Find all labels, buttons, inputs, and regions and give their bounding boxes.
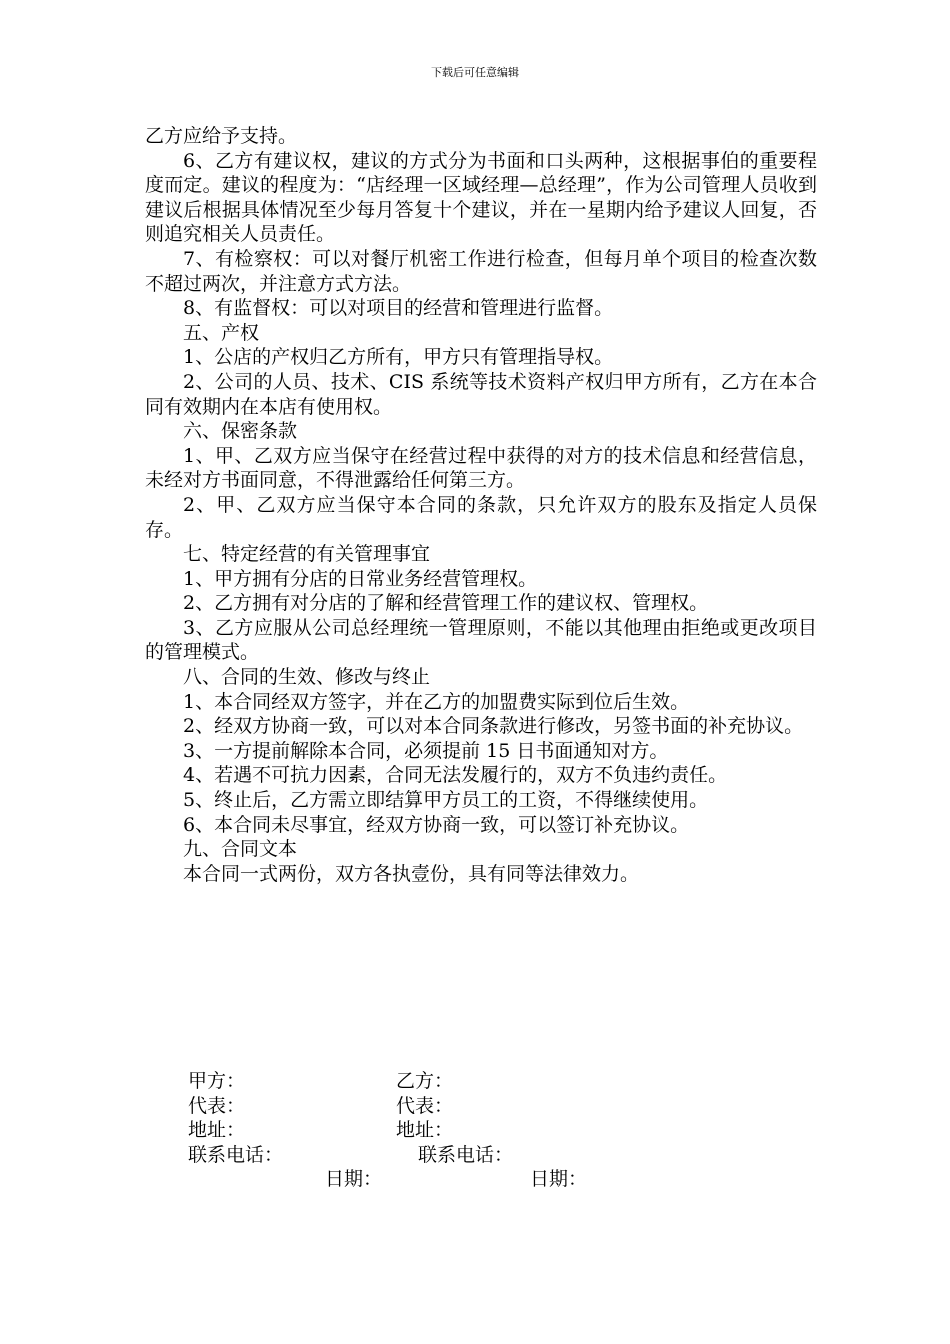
paragraph: 6、乙方有建议权，建议的方式分为书面和口头两种，这根据事伯的重要程度而定。建议的程度为：“店经理一区域经理—总经理”，作为公司管理人员收到建议后根据具体情况至少每月答复十个建议，并在一星期内给予建议人回复，否则追究相关人员责任。: [145, 149, 817, 246]
signature-row-date: [0, 1167, 950, 1192]
paragraph: 本合同一式两份，双方各执壹份，具有同等法律效力。: [183, 862, 640, 885]
paragraph: 1、甲、乙双方应当保守在经营过程中获得的对方的技术信息和经营信息，未经对方书面同意，不得泄露给任何第三方。: [145, 444, 817, 492]
paragraph: 2、公司的人员、技术、CIS 系统等技术资料产权归甲方所有，乙方在本合同有效期内在本店有使用权。: [145, 370, 817, 418]
phone-a-label: 联系电话：: [188, 1143, 284, 1166]
date-b-label: 日期：: [530, 1168, 588, 1191]
paragraph: 2、经双方协商一致，可以对本合同条款进行修改，另签书面的补充协议。: [183, 715, 804, 738]
paragraph: 2、甲、乙双方应当保守本合同的条款，只允许双方的股东及指定人员保存。: [145, 493, 817, 541]
signature-row-party: [0, 1069, 950, 1094]
signature-block: [0, 1069, 950, 1192]
paragraph: 3、一方提前解除本合同，必须提前 15 日书面通知对方。: [183, 739, 669, 762]
paragraph: 2、乙方拥有对分店的了解和经营管理工作的建议权、管理权。: [183, 592, 709, 615]
paragraph: 1、公店的产权归乙方所有，甲方只有管理指导权。: [183, 346, 614, 369]
paragraph: 乙方应给予支持。: [145, 125, 298, 147]
address-a-label: 地址：: [188, 1119, 246, 1142]
paragraph: 1、甲方拥有分店的日常业务经营管理权。: [183, 567, 538, 590]
rep-b-label: 代表：: [396, 1094, 454, 1117]
section-heading: 七、特定经营的有关管理事宜: [183, 543, 431, 566]
paragraph: 6、本合同未尽事宜，经双方协商一致，可以签订补充协议。: [183, 813, 690, 836]
signature-row-phone: [0, 1143, 950, 1168]
signature-row-representative: [0, 1094, 950, 1119]
date-a-label: 日期：: [325, 1168, 383, 1191]
section-heading: 六、保密条款: [183, 420, 298, 443]
section-heading: 五、产权: [183, 321, 260, 344]
signature-row-address: [0, 1118, 950, 1143]
party-a-label: 甲方：: [188, 1070, 246, 1092]
paragraph: 8、有监督权：可以对项目的经营和管理进行监督。: [183, 297, 614, 320]
section-heading: 九、合同文本: [183, 838, 298, 861]
paragraph: 3、乙方应服从公司总经理统一管理原则，不能以其他理由拒绝或更改项目的管理模式。: [145, 616, 817, 664]
paragraph: 1、本合同经双方签字，并在乙方的加盟费实际到位后生效。: [183, 690, 690, 713]
phone-b-label: 联系电话：: [418, 1143, 514, 1166]
page-header-note: 下载后可任意编辑: [431, 66, 519, 79]
rep-a-label: 代表：: [188, 1094, 246, 1117]
address-b-label: 地址：: [396, 1119, 454, 1142]
paragraph: 4、若遇不可抗力因素，合同无法发履行的，双方不负违约责任。: [183, 764, 728, 787]
section-heading: 八、合同的生效、修改与终止: [183, 666, 431, 689]
paragraph: 7、有检察权：可以对餐厅机密工作进行检查，但每月单个项目的检查次数不超过两次，并注意方式方法。: [145, 247, 817, 295]
party-b-label: 乙方：: [396, 1070, 454, 1092]
contract-body: [145, 124, 817, 886]
paragraph: 5、终止后，乙方需立即结算甲方员工的工资，不得继续使用。: [183, 789, 709, 812]
